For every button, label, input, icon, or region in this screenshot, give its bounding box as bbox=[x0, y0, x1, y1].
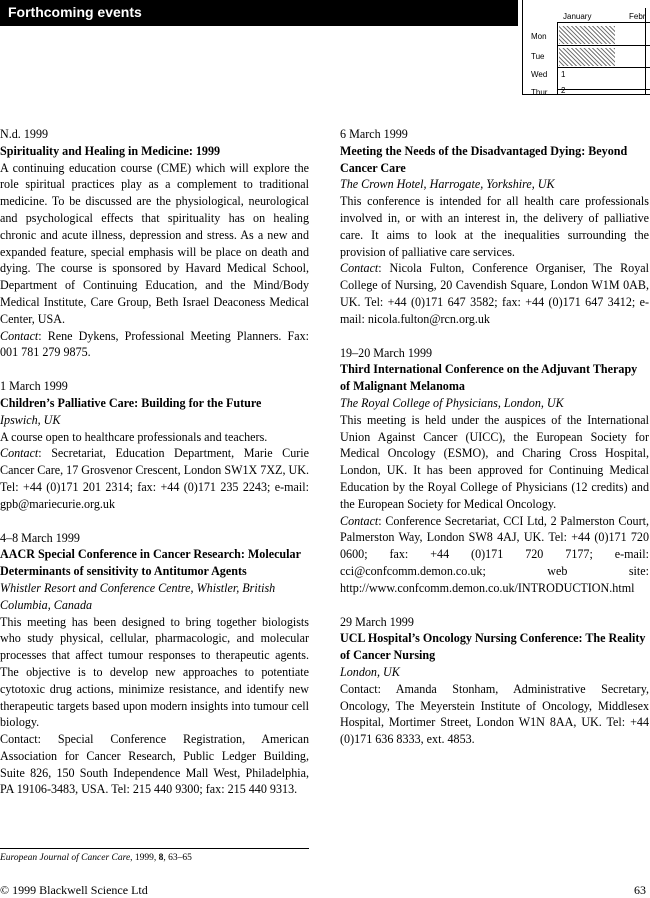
copyright-notice: © 1999 Blackwell Science Ltd bbox=[0, 883, 148, 897]
event-title: Third International Conference on the Adjuvant Therapy of Malignant Melanoma bbox=[340, 362, 638, 394]
event-date: 4–8 March 1999 bbox=[0, 530, 80, 545]
contact-label: Contact bbox=[0, 446, 39, 461]
event-description: This conference is intended for all health care professionals involved in, or with an interest in, the delivery of palliative care. It aims to look at the inequalities surrounding the provision of palliative care services. bbox=[340, 194, 649, 259]
event-location: Ipswich, UK bbox=[0, 412, 61, 427]
event-date: N.d. 1999 bbox=[0, 127, 49, 141]
event-entry bbox=[340, 345, 649, 597]
event-title: Spirituality and Healing in Medicine: 1999 bbox=[0, 143, 221, 158]
event-location: The Royal College of Physicians, London, UK bbox=[340, 395, 564, 410]
journal-year: , 1999, bbox=[130, 853, 159, 863]
contact-details: : Nicola Fulton, Conference Organiser, The Royal College of Nursing, 20 Cavendish Square, London W1M 0AB, UK. Tel: +44 (0)171 647 3582; fax: +44 (0)171 647 3412; e-mail: nicola.fulton@rcn.org.uk bbox=[340, 261, 649, 326]
event-location: Whistler Resort and Conference Centre, Whistler, British Columbia, Canada bbox=[0, 580, 276, 612]
journal-citation bbox=[0, 853, 192, 863]
event-title: Children’s Palliative Care: Building for the Future bbox=[0, 395, 262, 410]
event-date: 19–20 March 1999 bbox=[340, 345, 433, 360]
contact-label: Contact bbox=[340, 261, 379, 276]
calendar-date-number: 2 bbox=[561, 86, 566, 95]
event-title: UCL Hospital’s Oncology Nursing Conference: The Reality of Cancer Nursing bbox=[340, 631, 646, 663]
event-entry bbox=[0, 126, 309, 361]
event-date: 29 March 1999 bbox=[340, 614, 414, 629]
calendar-rule bbox=[558, 67, 650, 68]
section-title: Forthcoming events bbox=[8, 4, 142, 20]
event-location: London, UK bbox=[340, 664, 400, 679]
event-description: This meeting is held under the auspices of the International Union Against Cancer (UICC), the European Society for Medical Oncology (ESMO), and Charing Cross Hospital, London, UK. It has been approved for Continuing Medical Education by the Royal College of Physicians (12 credits) and the European Society for Medical Oncology. bbox=[340, 412, 649, 511]
calendar-day: Tue bbox=[531, 52, 545, 61]
event-entry bbox=[0, 530, 309, 799]
left-column bbox=[0, 126, 309, 815]
event-entry bbox=[0, 378, 309, 512]
journal-pages: , 63–65 bbox=[163, 853, 192, 863]
calendar-shaded-cell bbox=[559, 48, 615, 66]
calendar-rule bbox=[558, 45, 650, 46]
contact-details: : Conference Secretariat, CCI Ltd, 2 Palmerston Court, Palmerston Way, London SW8 4AJ, UK. Tel: +44 (0)171 720 0600; fax: +44 (0)171 720 7177; e-mail: cci@confcomm.demon.co.uk; web site: http://www.confcomm.demon.co.uk/INTRODUCTION.html bbox=[340, 513, 649, 595]
event-title: AACR Special Conference in Cancer Research: Molecular Determinants of sensitivity to Antitumor Agents bbox=[0, 547, 301, 579]
calendar-shaded-cell bbox=[559, 26, 615, 44]
contact-label: Contact bbox=[0, 328, 39, 343]
event-description: A course open to healthcare professionals and teachers. bbox=[0, 429, 268, 444]
section-banner bbox=[0, 0, 518, 26]
calendar-date-number: 1 bbox=[561, 70, 566, 79]
calendar-month: Febr bbox=[629, 12, 646, 21]
event-date: 1 March 1999 bbox=[0, 379, 68, 394]
contact-details: : Secretariat, Education Department, Marie Curie Cancer Care, 17 Grosvenor Crescent, London SW1X 7XZ, UK. Tel: +44 (0)171 201 2314; fax: +44 (0)171 235 2243; e-mail: gpb@mariecurie.org.uk bbox=[0, 446, 309, 511]
event-contact: Contact: Amanda Stonham, Administrative Secretary, Oncology, The Meyerstein Institute of Oncology, Middlesex Hospital, Mortimer Street, London W1N 8AA, UK. Tel: +44 (0)171 636 8333, ext. 4853. bbox=[340, 681, 649, 747]
event-contact: Contact: Special Conference Registration, American Association for Cancer Research, Public Ledger Building, Suite 826, 150 South Independence Mall West, Philadelphia, PA 19106-3483, USA. Tel: 215 440 9300; fax: 215 440 9313. bbox=[0, 732, 309, 797]
event-title: Meeting the Needs of the Disadvantaged Dying: Beyond Cancer Care bbox=[340, 143, 628, 175]
calendar-day: Wed bbox=[531, 70, 548, 79]
calendar-month: January bbox=[563, 12, 592, 21]
event-date: 6 March 1999 bbox=[340, 127, 408, 141]
event-contact bbox=[340, 513, 649, 597]
calendar-day: Thur bbox=[531, 88, 548, 95]
journal-volume: 8 bbox=[158, 853, 164, 863]
calendar-rule bbox=[558, 89, 650, 90]
event-contact bbox=[0, 445, 309, 512]
contact-label: Contact bbox=[340, 513, 379, 528]
event-location: The Crown Hotel, Harrogate, Yorkshire, UK bbox=[340, 177, 555, 192]
calendar-graphic bbox=[522, 0, 650, 95]
journal-name: European Journal of Cancer Care bbox=[0, 853, 131, 863]
right-column bbox=[340, 126, 649, 765]
footer-rule bbox=[0, 848, 309, 849]
calendar-day: Mon bbox=[531, 32, 547, 41]
event-description: This meeting has been designed to bring together biologists who study physical, cellular, pharmacologic, and molecular processes that affect tumour responses to therapeutic agents. The objective is to develop new approaches to potentiate cytotoxic drug actions, minimize resistance, and identify new therapeutic targets based upon modern insights into tumour cell biology. bbox=[0, 614, 309, 730]
event-entry bbox=[340, 614, 649, 748]
event-description: A continuing education course (CME) which will explore the role spiritual practices play as a complement to traditional medicine. To be discussed are the physiological, neurological and psychological effects that spirituality has on healing chronic and acute illness, depression and stress. As a new and expanded feature, special emphasis will be place on death and dying. The course is sponsored by Havard Medical School, Department of Continuing Education, and the Mind/Body Medical Institute, Care Group, Beth Israel Deaconess Medical Center, USA. bbox=[0, 160, 309, 326]
event-entry bbox=[340, 126, 649, 328]
event-contact bbox=[340, 260, 649, 327]
contact-details: : Rene Dykens, Professional Meeting Planners. Fax: 001 781 279 9875. bbox=[0, 328, 309, 360]
page-number: 63 bbox=[634, 883, 646, 897]
event-contact bbox=[0, 328, 309, 362]
